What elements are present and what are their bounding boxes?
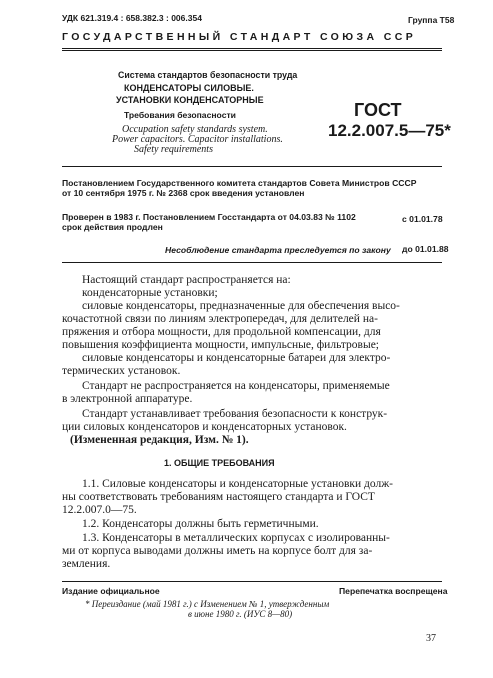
section-line: 1.1. Силовые конденсаторы и конденсаторные установки долж- — [82, 478, 393, 490]
amendment-note: (Измененная редакция, Изм. № 1). — [70, 434, 249, 446]
body-line: Стандарт устанавливает требования безопасности к конструк- — [82, 408, 388, 420]
section-line: 12.2.007.0—75. — [62, 504, 137, 516]
document-subtitle: Требования безопасности — [124, 110, 236, 120]
footnote-line1: * Переиздание (май 1981 г.) с Изменением № 1, утвержденным — [85, 599, 330, 609]
section-line: 1.2. Конденсаторы должны быть герметичными. — [82, 518, 319, 530]
body-line: повышения коэффициента мощности, импульсные, фильтровые; — [62, 339, 379, 351]
body-line: силовые конденсаторы и конденсаторные батареи для электро- — [82, 352, 391, 364]
english-title-line1: Occupation safety standards system. — [122, 124, 268, 135]
body-line: Стандарт не распространяется на конденсаторы, применяемые — [82, 380, 390, 392]
title-block-rule — [62, 166, 442, 167]
decree-line1: Постановлением Государственного комитета стандартов Совета Министров СССР — [62, 178, 417, 188]
english-title-line3: Safety requirements — [134, 144, 213, 155]
noncompliance-notice: Несоблюдение стандарта преследуется по закону — [165, 245, 391, 255]
state-standard-heading: ГОСУДАРСТВЕННЫЙ СТАНДАРТ СОЮЗА ССР — [62, 31, 417, 43]
decree-line2: от 10 сентября 1975 г. № 2368 срок введения установлен — [62, 188, 305, 198]
official-edition-label: Издание официальное — [62, 586, 160, 596]
footer-rule — [62, 581, 442, 582]
header-rule — [62, 48, 442, 49]
revision-line1: Проверен в 1983 г. Постановлением Госстандарта от 04.03.83 № 1102 — [62, 212, 356, 222]
gost-number: 12.2.007.5—75* — [328, 121, 451, 140]
document-title-line2: УСТАНОВКИ КОНДЕНСАТОРНЫЕ — [116, 95, 264, 105]
standards-system-title: Система стандартов безопасности труда — [118, 70, 298, 80]
english-title-line2: Power capacitors. Capacitor installations. — [112, 134, 283, 145]
header-rule-double — [62, 50, 442, 51]
udk-code: УДК 621.319.4 : 658.382.3 : 006.354 — [62, 13, 202, 23]
document-title-line1: КОНДЕНСАТОРЫ СИЛОВЫЕ. — [124, 83, 254, 93]
page-number: 37 — [426, 633, 436, 644]
body-line: конденсаторные установки; — [82, 287, 218, 299]
gost-label: ГОСТ — [354, 100, 402, 120]
body-line: Настоящий стандарт распространяется на: — [82, 274, 291, 286]
revision-line2: срок действия продлен — [62, 222, 163, 232]
decree-rule — [62, 262, 442, 263]
section-heading: 1. ОБЩИЕ ТРЕБОВАНИЯ — [164, 458, 275, 468]
section-line: ми от корпуса выводами должны иметь на корпусе болт для за- — [62, 545, 373, 557]
validity-date: до 01.01.88 — [402, 244, 449, 254]
group-code: Группа Т58 — [408, 15, 455, 25]
reprint-prohibited-label: Перепечатка воспрещена — [339, 586, 448, 596]
body-line: термических установок. — [62, 365, 181, 377]
section-line: земления. — [62, 558, 111, 570]
body-line: силовые конденсаторы, предназначенные для обеспечения высо- — [82, 300, 400, 312]
footnote-line2: в июне 1980 г. (ИУС 8—80) — [188, 609, 293, 619]
introduction-date: с 01.01.78 — [402, 214, 443, 224]
body-line: кочастотной связи по линиям электропередач, для делителей на- — [62, 313, 378, 325]
section-line: 1.3. Конденсаторы в металлических корпусах с изолированны- — [82, 532, 390, 544]
section-line: ны соответствовать требованиям настоящего стандарта и ГОСТ — [62, 491, 375, 503]
body-line: пряжения и отбора мощности, для продольной компенсации, для — [62, 326, 381, 338]
body-line: в электронной аппаратуре. — [62, 393, 193, 405]
body-line: ции силовых конденсаторов и конденсаторных установок. — [62, 421, 347, 433]
